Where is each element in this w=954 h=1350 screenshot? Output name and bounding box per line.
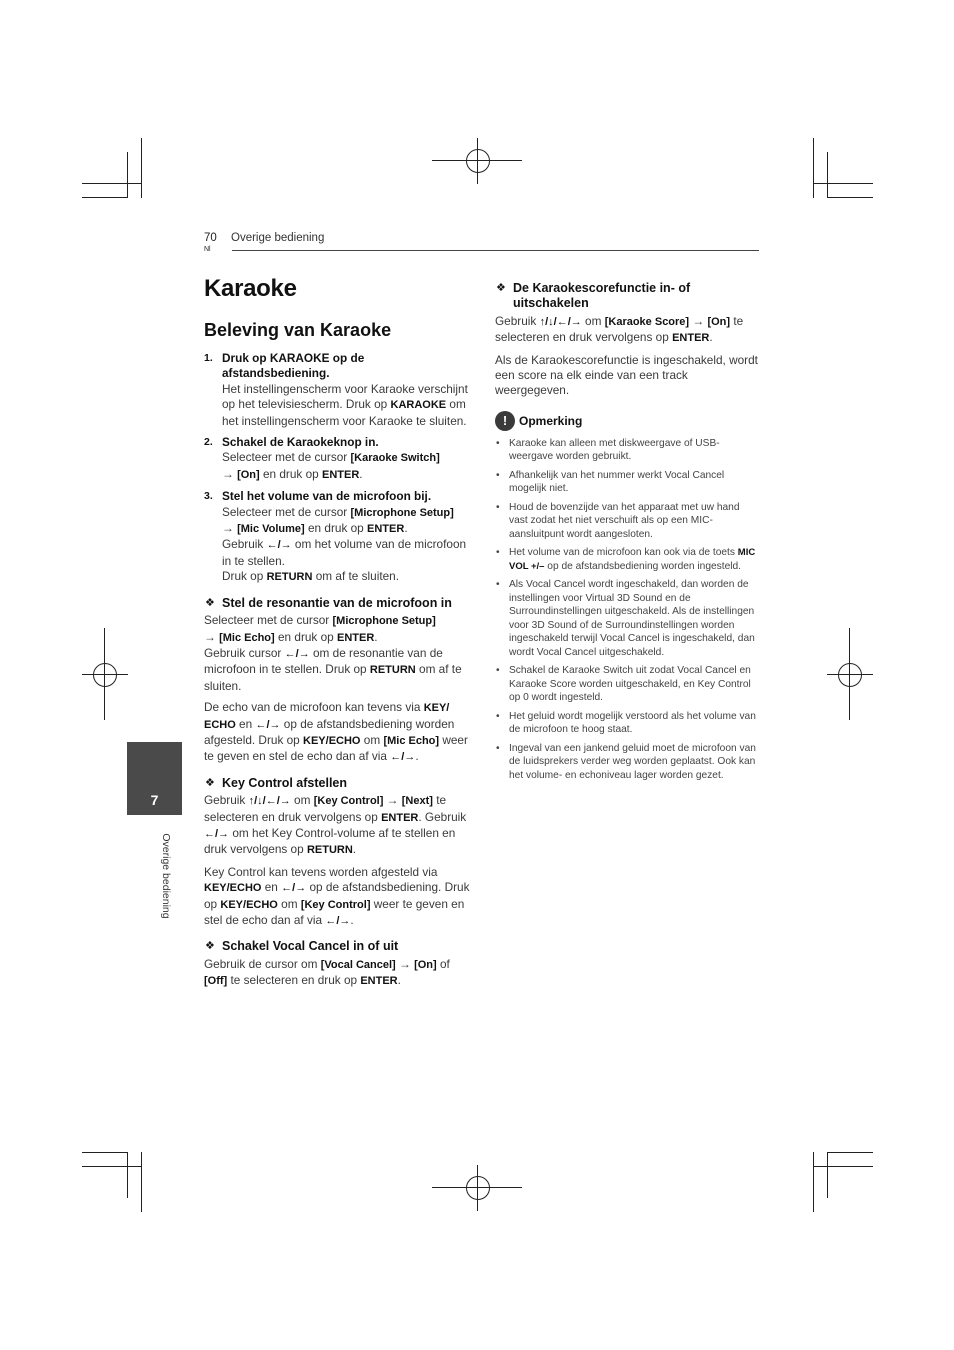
cursor-arrows-icon: ←/→ [255, 718, 281, 731]
running-header: Overige bediening [231, 232, 325, 244]
list-item: • Houd de bovenzijde van het apparaat met uw hand vast zodat het niet verschuift als op een MIC-aansluitpunt wordt aangesloten. [495, 501, 761, 542]
cursor-arrows-icon: ↑/↓/←/→ [248, 795, 291, 808]
language-code: Nl [204, 246, 211, 253]
list-item: • Schakel de Karaoke Switch uit zodat Vocal Cancel en Karaoke Score worden uitgeschakeld, en Key Control op 0 wordt ingesteld. [495, 664, 761, 705]
cursor-arrows-icon: ←/→ [325, 915, 351, 927]
page-title: Karaoke [204, 275, 297, 302]
step-number: 2. [204, 436, 213, 449]
step-heading: Stel het volume van de microfoon bij. [222, 489, 432, 504]
list-item: • Het geluid wordt mogelijk verstoord als het volume van de microfoon te hoog staat. [495, 710, 761, 737]
cursor-arrows-icon: ←/→ [390, 751, 416, 764]
left-column [204, 351, 472, 996]
step-heading: Druk op KARAOKE op de afstandsbediening. [222, 351, 365, 381]
cursor-arrows-icon: ←/→ [284, 647, 310, 660]
list-item: • Karaoke kan alleen met diskweergave of USB-weergave worden gebruikt. [495, 437, 761, 464]
step-body: Het instellingenscherm voor Karaoke verschijnt op het televisiescherm. Druk op KARAOKE om het instellingenscherm voor Karaoke te sluiten. [222, 381, 468, 428]
step-3 [204, 489, 472, 585]
diamond-icon: ❖ [205, 776, 215, 789]
score-heading: ❖ De Karaokescorefunctie in- of uitschakelen [496, 281, 691, 311]
header-rule [232, 250, 759, 251]
step-number: 1. [204, 352, 213, 364]
step-body: Selecteer met de cursor [Karaoke Switch] → [On] en druk op ENTER. [222, 450, 440, 481]
right-column [495, 281, 761, 787]
list-item: • Afhankelijk van het nummer werkt Vocal Cancel mogelijk niet. [495, 469, 761, 496]
resonance-paragraph-1: Selecteer met de cursor [Microphone Setup] → [Mic Echo] en druk op ENTER. Gebruik cursor ←/→ om de resonantie van de microfoon in te stellen. Druk op RETURN om af te sluiten. [204, 613, 462, 693]
key-control-paragraph-2: Key Control kan tevens worden afgesteld via KEY/ECHO en ←/→ op de afstandsbediening. Druk op KEY/ECHO om [Key Control] weer te geven en stel de echo dan af via ←/→. [204, 864, 470, 927]
step-number: 3. [204, 490, 213, 503]
resonance-heading: ❖ Stel de resonantie van de microfoon in [205, 595, 452, 610]
note-list [495, 437, 761, 783]
list-item: • Ingeval van een jankend geluid moet de microfoon van de luidsprekers verder weg worden geplaatst. Ook kan het volume- en echoniveau lager worden gezet. [495, 742, 761, 783]
diamond-icon: ❖ [205, 596, 215, 609]
resonance-paragraph-2: De echo van de microfoon kan tevens via KEY/ ECHO en ←/→ op de afstandsbediening worden afgesteld. Druk op KEY/ECHO om [Mic Echo] weer te geven en stel de echo dan af via ←/→. [204, 700, 468, 764]
step-2 [204, 435, 472, 483]
step-1 [204, 351, 472, 429]
score-paragraph-2: Als de Karaokescorefunctie is ingeschakeld, wordt een score na elk einde van een track weergegeven. [495, 352, 758, 398]
list-item: • Als Vocal Cancel wordt ingeschakeld, dan worden de instellingen voor Virtual 3D Sound en de Surroundinstellingen uitgeschakeld. Als de instellingen voor 3D Sound of de Surroundinstellingen worden ingeschakeld terwijl Vocal Cancel is ingeschakeld, dan wordt Vocal Cancel uitgeschakeld. [495, 578, 761, 659]
key-control-heading: ❖ Key Control afstellen [205, 775, 348, 790]
diamond-icon: ❖ [496, 282, 506, 294]
exclamation-icon: ! [495, 411, 515, 431]
chapter-number: 7 [150, 792, 159, 808]
cursor-arrows-icon: ←/→ [204, 827, 230, 840]
page-number: 70 [204, 232, 217, 244]
note-heading: ! Opmerking [495, 411, 761, 431]
chapter-label: Overige bediening [160, 833, 172, 919]
key-control-paragraph-1: Gebruik ↑/↓/←/→ om [Key Control] → [Next] te selecteren en druk vervolgens op ENTER. Gebruik ←/→ om het Key Control-volume af te stellen en druk vervolgens op RETURN. [204, 793, 467, 857]
step-heading: Schakel de Karaokeknop in. [222, 435, 379, 450]
cursor-arrows-icon: ↑/↓/←/→ [539, 315, 582, 328]
step-body: Selecteer met de cursor [Microphone Setup] → [Mic Volume] en druk op ENTER. Gebruik ←/→ om het volume van de microfoon in te stellen. Druk op RETURN om af te sluiten. [222, 504, 467, 584]
vocal-cancel-heading: ❖ Schakel Vocal Cancel in of uit [205, 939, 399, 954]
score-paragraph-1: Gebruik ↑/↓/←/→ om [Karaoke Score] → [On] te selecteren en druk vervolgens op ENTER. [495, 313, 744, 345]
cursor-arrows-icon: ←/→ [266, 539, 292, 552]
list-item: • Het volume van de microfoon kan ook via de toets MIC VOL +/– op de afstandsbediening worden ingesteld. [495, 546, 761, 573]
cursor-arrows-icon: ←/→ [281, 882, 307, 895]
vocal-cancel-paragraph: Gebruik de cursor om [Vocal Cancel] → [On] of [Off] te selecteren en druk op ENTER. [204, 956, 450, 988]
section-title: Beleving van Karaoke [204, 320, 392, 340]
diamond-icon: ❖ [205, 940, 215, 953]
